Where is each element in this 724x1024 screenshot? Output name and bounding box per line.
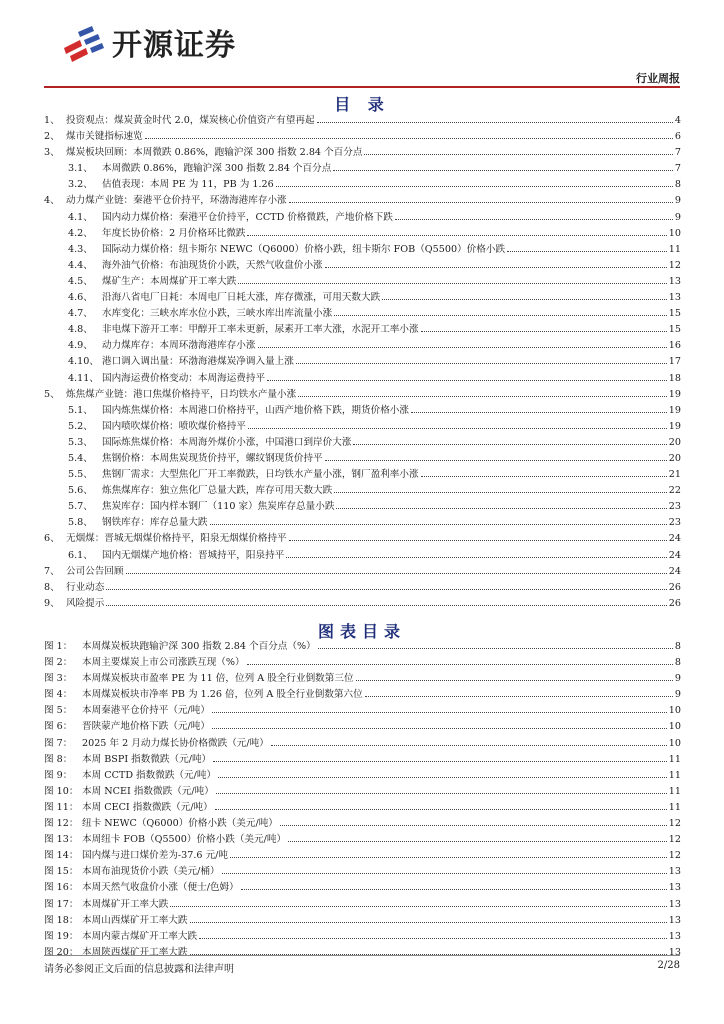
figure-entry[interactable] xyxy=(44,767,681,783)
figure-leader xyxy=(190,922,667,923)
brand-name: 开源证券 xyxy=(112,28,236,63)
toc-page: 7 xyxy=(674,163,681,175)
figure-entry[interactable] xyxy=(44,863,681,879)
toc-page: 8 xyxy=(674,179,681,191)
toc-entry[interactable] xyxy=(44,144,681,160)
toc-entry[interactable] xyxy=(44,370,681,386)
toc-number: 4.6、 xyxy=(68,292,93,304)
doc-type-label: 行业周报 xyxy=(636,72,680,85)
toc-leader xyxy=(317,122,673,123)
toc-entry[interactable] xyxy=(44,482,681,498)
figure-entry[interactable] xyxy=(44,670,681,686)
toc-text: 钢铁库存：库存总量大跌 xyxy=(102,517,208,529)
figure-leader xyxy=(216,793,667,794)
figure-number: 图 19： xyxy=(44,930,79,942)
figure-leader xyxy=(170,906,666,907)
toc-text: 估值表现：本周 PE 为 11，PB 为 1.26 xyxy=(102,179,274,191)
figure-leader xyxy=(247,664,673,665)
figure-number: 图 3： xyxy=(44,673,73,685)
toc-number: 7、 xyxy=(44,565,60,577)
toc-leader xyxy=(289,202,673,203)
toc-page: 11 xyxy=(668,243,681,255)
toc-entry[interactable] xyxy=(44,209,681,225)
toc-text: 国际动力煤价格：纽卡斯尔 NEWC（Q6000）价格小跌，纽卡斯尔 FOB（Q5500）价格小跌 xyxy=(102,243,506,255)
toc-number: 3、 xyxy=(44,147,60,159)
toc-text: 年度长协价格：2 月价格环比微跌 xyxy=(102,227,246,239)
toc-title: 目 录 xyxy=(334,95,390,114)
toc-leader xyxy=(126,573,667,574)
toc-entry[interactable] xyxy=(44,321,681,337)
toc-page: 19 xyxy=(668,420,681,432)
toc-leader xyxy=(411,412,667,413)
toc-text: 行业动态 xyxy=(66,581,105,593)
figure-leader xyxy=(213,761,667,762)
toc-leader xyxy=(364,154,672,155)
figure-leader xyxy=(356,680,673,681)
toc-number: 4.4、 xyxy=(68,259,93,271)
figure-text: 2025 年 2 月动力煤长协价格微跌（元/吨） xyxy=(82,737,269,749)
toc-leader xyxy=(286,557,667,558)
toc-page: 16 xyxy=(668,340,681,352)
toc-number: 5.4、 xyxy=(68,452,93,464)
toc-leader xyxy=(334,492,667,493)
figure-page: 11 xyxy=(668,801,681,813)
toc-text: 动力煤产业链：秦港平仓价持平，环渤海港库存小涨 xyxy=(66,195,287,207)
figure-entry[interactable] xyxy=(44,912,681,928)
toc-leader xyxy=(296,363,667,364)
toc-entry[interactable] xyxy=(44,160,681,176)
figure-leader xyxy=(318,648,673,649)
figure-text: 本周秦港平仓价持平（元/吨） xyxy=(82,705,210,717)
figure-page: 11 xyxy=(668,785,681,797)
toc-text: 无烟煤：晋城无烟煤价格持平，阳泉无烟煤价格持平 xyxy=(66,533,287,545)
toc-entry[interactable] xyxy=(44,337,681,353)
toc-leader xyxy=(353,444,666,445)
toc-page: 9 xyxy=(674,195,681,207)
figure-entry[interactable] xyxy=(44,815,681,831)
toc-entry[interactable] xyxy=(44,450,681,466)
figure-leader xyxy=(241,889,667,890)
toc-page: 4 xyxy=(674,115,681,126)
figure-number: 图 2： xyxy=(44,657,73,669)
figure-text: 本周山西煤矿开工率大跌 xyxy=(82,914,188,926)
toc-leader xyxy=(333,170,673,171)
figure-entry[interactable] xyxy=(44,928,681,944)
toc-number: 5.2、 xyxy=(68,420,93,432)
toc-text: 炼焦煤产业链：港口焦煤价格持平，日均铁水产量小涨 xyxy=(66,388,297,400)
figure-leader xyxy=(212,712,667,713)
figure-leader xyxy=(218,777,667,778)
toc-text: 焦炭库存：国内样本钢厂（110 家）焦炭库存总量小跌 xyxy=(102,501,335,513)
toc-leader xyxy=(325,267,667,268)
figure-leader xyxy=(280,825,667,826)
toc-leader xyxy=(276,186,673,187)
toc-leader xyxy=(267,380,667,381)
toc-number: 4.3、 xyxy=(68,243,93,255)
toc-list xyxy=(44,112,681,611)
figure-number: 图 1： xyxy=(44,641,73,652)
toc-number: 3.2、 xyxy=(68,179,93,191)
figure-entry[interactable] xyxy=(44,735,681,751)
toc-text: 炼焦煤库存：独立焦化厂总量大跌，库存可用天数大跌 xyxy=(102,485,333,497)
toc-leader xyxy=(336,508,666,509)
toc-text: 国内海运费价格变动：本周海运费持平 xyxy=(102,372,266,384)
figure-entry[interactable] xyxy=(44,944,681,960)
figure-leader xyxy=(215,809,667,810)
toc-entry[interactable] xyxy=(44,176,681,192)
figure-entry[interactable] xyxy=(44,847,681,863)
toc-page: 19 xyxy=(668,404,681,416)
figure-leader xyxy=(212,728,667,729)
toc-leader xyxy=(238,283,666,284)
toc-page: 20 xyxy=(668,452,681,464)
figure-entry[interactable] xyxy=(44,799,681,815)
toc-entry[interactable] xyxy=(44,547,681,563)
toc-text: 国内无烟煤产地价格：晋城持平，阳泉持平 xyxy=(102,549,285,561)
figure-entry[interactable] xyxy=(44,702,681,718)
toc-page: 13 xyxy=(668,292,681,304)
figure-text: 晋陕蒙产地价格下跌（元/吨） xyxy=(82,721,210,733)
toc-page: 24 xyxy=(668,565,681,577)
figure-number: 图 7： xyxy=(44,737,73,749)
toc-leader xyxy=(145,138,673,139)
toc-text: 焦钢厂需求：大型焦化厂开工率微跌，日均铁水产量小涨，钢厂盈利率小涨 xyxy=(102,469,419,481)
toc-leader xyxy=(247,235,666,236)
toc-leader xyxy=(421,331,667,332)
figure-number: 图 5： xyxy=(44,705,73,717)
figure-page: 13 xyxy=(668,882,681,894)
header-divider xyxy=(44,86,680,88)
figure-number: 图 17： xyxy=(44,898,79,910)
toc-leader xyxy=(298,396,667,397)
toc-number: 6.1、 xyxy=(68,549,93,561)
toc-text: 投资观点：煤炭黄金时代 2.0，煤炭核心价值资产有望再起 xyxy=(66,115,315,126)
figure-text: 本周 CECI 指数微跌（元/吨） xyxy=(82,801,213,813)
toc-text: 海外油气价格：布油现货价小跌，天然气收盘价小涨 xyxy=(102,259,323,271)
toc-page: 23 xyxy=(668,501,681,513)
figures-list xyxy=(44,638,681,960)
toc-number: 4.7、 xyxy=(68,308,93,320)
toc-page: 23 xyxy=(668,517,681,529)
figure-leader xyxy=(288,841,667,842)
toc-entry[interactable] xyxy=(44,128,681,144)
toc-page: 26 xyxy=(668,581,681,593)
toc-leader xyxy=(325,460,667,461)
brand-mark-icon xyxy=(58,20,108,64)
toc-entry[interactable] xyxy=(44,418,681,434)
toc-text: 国内动力煤价格：秦港平仓价持平，CCTD 价格微跌，产地价格下跌 xyxy=(102,211,393,223)
figure-entry[interactable] xyxy=(44,686,681,702)
figure-text: 本周内蒙古煤矿开工率大跌 xyxy=(82,930,198,942)
toc-page: 17 xyxy=(668,356,681,368)
toc-number: 6、 xyxy=(44,533,60,545)
toc-page: 20 xyxy=(668,436,681,448)
footer-disclaimer: 请务必参阅正文后面的信息披露和法律声明 xyxy=(44,964,234,975)
toc-number: 5.8、 xyxy=(68,517,93,529)
figure-text: 本周煤矿开工率大跌 xyxy=(82,898,169,910)
toc-leader xyxy=(421,476,667,477)
toc-number: 2、 xyxy=(44,131,60,143)
toc-number: 3.1、 xyxy=(68,163,93,175)
toc-page: 12 xyxy=(668,259,681,271)
toc-leader xyxy=(382,299,667,300)
toc-page: 21 xyxy=(668,469,681,481)
toc-page: 24 xyxy=(668,533,681,545)
toc-text: 国际炼焦煤价格：本周海外煤价小涨，中国港口到岸价大涨 xyxy=(102,436,352,448)
figure-text: 本周 NCEI 指数微跌（元/吨） xyxy=(82,785,214,797)
figure-leader xyxy=(365,696,673,697)
figure-page: 10 xyxy=(668,705,681,717)
toc-page: 15 xyxy=(668,308,681,320)
figure-text: 本周煤炭板块市净率 PB 为 1.26 倍，位列 A 股全行业倒数第六位 xyxy=(82,689,363,701)
figure-page: 11 xyxy=(668,753,681,765)
figure-number: 图 9： xyxy=(44,769,73,781)
toc-leader xyxy=(258,347,667,348)
figure-number: 图 8： xyxy=(44,753,73,765)
toc-text: 本周微跌 0.86%，跑输沪深 300 指数 2.84 个百分点 xyxy=(102,163,332,175)
figure-number: 图 11： xyxy=(44,801,79,813)
figure-text: 本周 BSPI 指数微跌（元/吨） xyxy=(82,753,212,765)
figure-number: 图 12： xyxy=(44,818,79,830)
figure-entry[interactable] xyxy=(44,638,681,654)
figure-entry[interactable] xyxy=(44,831,681,847)
toc-leader xyxy=(334,315,667,316)
figure-entry[interactable] xyxy=(44,751,681,767)
toc-page: 9 xyxy=(674,211,681,223)
toc-text: 港口调入调出量：环渤海港煤炭净调入量上涨 xyxy=(102,356,294,368)
toc-text: 沿海八省电厂日耗：本周电厂日耗大涨，库存微涨，可用天数大跌 xyxy=(102,292,381,304)
figure-text: 国内煤与进口煤价差为-37.6 元/吨 xyxy=(82,850,229,862)
toc-leader xyxy=(248,428,667,429)
toc-number: 4、 xyxy=(44,195,60,207)
toc-leader xyxy=(395,219,673,220)
toc-entry[interactable] xyxy=(44,434,681,450)
toc-text: 煤市关键指标速览 xyxy=(66,131,143,143)
toc-number: 4.9、 xyxy=(68,340,93,352)
figure-entry[interactable] xyxy=(44,879,681,895)
toc-number: 4.2、 xyxy=(68,227,93,239)
toc-number: 5.3、 xyxy=(68,436,93,448)
figure-text: 本周煤炭板块市盈率 PE 为 11 倍，位列 A 股全行业倒数第三位 xyxy=(82,673,354,685)
figure-text: 本周主要煤炭上市公司涨跌互现（%） xyxy=(82,657,245,669)
toc-number: 4.11、 xyxy=(68,372,99,384)
toc-leader xyxy=(210,524,667,525)
toc-text: 国内炼焦煤价格：本周港口价格持平，山西产地价格下跌，期货价格小涨 xyxy=(102,404,409,416)
figure-text: 本周天然气收盘价小涨（便士/色姆） xyxy=(82,882,239,894)
figure-page: 11 xyxy=(668,769,681,781)
figure-page: 10 xyxy=(668,737,681,749)
toc-entry[interactable] xyxy=(44,466,681,482)
figure-entry[interactable] xyxy=(44,718,681,734)
toc-page: 13 xyxy=(668,275,681,287)
figure-page: 9 xyxy=(674,689,681,701)
figure-leader xyxy=(230,857,667,858)
toc-page: 10 xyxy=(668,227,681,239)
toc-entry[interactable] xyxy=(44,225,681,241)
toc-number: 5.5、 xyxy=(68,469,93,481)
figure-page: 13 xyxy=(668,946,681,958)
toc-page: 6 xyxy=(674,131,681,143)
figure-page: 13 xyxy=(668,930,681,942)
toc-text: 煤炭板块回顾：本周微跌 0.86%，跑输沪深 300 指数 2.84 个百分点 xyxy=(66,147,363,159)
figure-text: 本周 CCTD 指数微跌（元/吨） xyxy=(82,769,217,781)
toc-entry[interactable] xyxy=(44,273,681,289)
figure-page: 13 xyxy=(668,914,681,926)
figure-page: 8 xyxy=(674,657,681,669)
toc-entry[interactable] xyxy=(44,563,681,579)
toc-page: 26 xyxy=(668,597,681,609)
figure-entry[interactable] xyxy=(44,783,681,799)
toc-leader xyxy=(106,605,666,606)
figure-leader xyxy=(271,745,667,746)
brand-logo xyxy=(58,20,236,64)
figure-page: 9 xyxy=(674,673,681,685)
figures-title: 图表目录 xyxy=(317,622,406,641)
page-number: 2/28 xyxy=(657,960,680,971)
toc-text: 非电煤下游开工率：甲醇开工率未更新，尿素开工率大涨，水泥开工率小涨 xyxy=(102,324,419,336)
toc-entry[interactable] xyxy=(44,192,681,208)
figure-number: 图 20： xyxy=(44,946,79,958)
toc-number: 9、 xyxy=(44,597,60,609)
toc-number: 8、 xyxy=(44,581,60,593)
toc-entry[interactable] xyxy=(44,595,681,611)
footer-divider xyxy=(44,955,680,956)
toc-entry[interactable] xyxy=(44,112,681,128)
figure-page: 12 xyxy=(668,850,681,862)
figure-leader xyxy=(199,938,667,939)
figure-number: 图 16： xyxy=(44,882,79,894)
figure-number: 图 13： xyxy=(44,834,79,846)
toc-entry[interactable] xyxy=(44,386,681,402)
figure-page: 13 xyxy=(668,866,681,878)
toc-text: 煤矿生产：本周煤矿开工率大跌 xyxy=(102,275,237,287)
figure-number: 图 6： xyxy=(44,721,73,733)
toc-text: 国内喷吹煤价格：喷吹煤价格持平 xyxy=(102,420,246,432)
toc-entry[interactable] xyxy=(44,353,681,369)
toc-leader xyxy=(507,251,667,252)
figure-page: 13 xyxy=(668,898,681,910)
toc-entry[interactable] xyxy=(44,402,681,418)
figure-entry[interactable] xyxy=(44,896,681,912)
toc-entry[interactable] xyxy=(44,241,681,257)
figure-text: 本周纽卡 FOB（Q5500）价格小跌（美元/吨） xyxy=(82,834,287,846)
figure-leader xyxy=(222,873,667,874)
figure-page: 8 xyxy=(674,641,681,652)
toc-leader xyxy=(106,589,666,590)
figure-text: 本周布油现货价小跌（美元/桶） xyxy=(82,866,220,878)
toc-number: 5.1、 xyxy=(68,404,93,416)
toc-text: 水库变化：三峡水库水位小跌，三峡水库出库流量小涨 xyxy=(102,308,333,320)
toc-page: 7 xyxy=(674,147,681,159)
toc-leader xyxy=(289,540,667,541)
toc-number: 5、 xyxy=(44,388,60,400)
figure-entry[interactable] xyxy=(44,654,681,670)
toc-number: 4.1、 xyxy=(68,211,93,223)
toc-number: 1、 xyxy=(44,115,60,126)
toc-page: 24 xyxy=(668,549,681,561)
toc-text: 公司公告回顾 xyxy=(66,565,124,577)
figure-text: 本周陕西煤矿开工率大跌 xyxy=(82,946,188,958)
figure-page: 12 xyxy=(668,834,681,846)
figure-number: 图 14： xyxy=(44,850,79,862)
figure-number: 图 10： xyxy=(44,785,79,797)
figure-text: 纽卡 NEWC（Q6000）价格小跌（美元/吨） xyxy=(82,818,278,830)
toc-text: 焦钢价格：本周焦炭现货价持平，螺纹钢现货价持平 xyxy=(102,452,323,464)
figure-text: 本周煤炭板块跑输沪深 300 指数 2.84 个百分点（%） xyxy=(82,641,316,652)
toc-page: 18 xyxy=(668,372,681,384)
toc-text: 风险提示 xyxy=(66,597,105,609)
toc-entry[interactable] xyxy=(44,257,681,273)
toc-number: 4.5、 xyxy=(68,275,93,287)
toc-entry[interactable] xyxy=(44,514,681,530)
toc-number: 5.7、 xyxy=(68,501,93,513)
toc-page: 22 xyxy=(668,485,681,497)
toc-page: 15 xyxy=(668,324,681,336)
toc-entry[interactable] xyxy=(44,498,681,514)
toc-entry[interactable] xyxy=(44,289,681,305)
toc-page: 19 xyxy=(668,388,681,400)
figure-page: 12 xyxy=(668,818,681,830)
toc-text: 动力煤库存：本周环渤海港库存小涨 xyxy=(102,340,256,352)
toc-number: 4.8、 xyxy=(68,324,93,336)
figure-number: 图 15： xyxy=(44,866,79,878)
toc-number: 5.6、 xyxy=(68,485,93,497)
toc-number: 4.10、 xyxy=(68,356,99,368)
toc-entry[interactable] xyxy=(44,579,681,595)
toc-entry[interactable] xyxy=(44,305,681,321)
figure-number: 图 18： xyxy=(44,914,79,926)
figure-number: 图 4： xyxy=(44,689,73,701)
toc-entry[interactable] xyxy=(44,530,681,546)
figure-page: 10 xyxy=(668,721,681,733)
